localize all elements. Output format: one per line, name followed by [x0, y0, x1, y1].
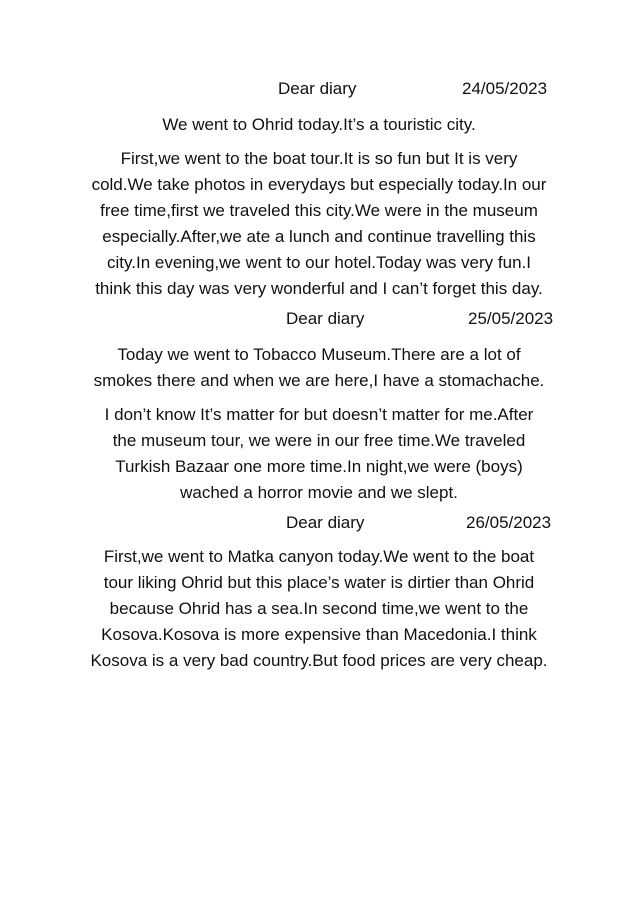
entry-3-line: Kosova.Kosova is more expensive than Macedonia.I think: [101, 625, 537, 644]
entry-1-line: We went to Ohrid today.It’s a touristic city.: [162, 115, 476, 134]
entry-2-line: Today we went to Tobacco Museum.There are a lot of: [117, 345, 521, 364]
entry-3-date: 26/05/2023: [466, 513, 552, 532]
entry-2-line: smokes there and when we are here,I have a stomachache.: [93, 371, 545, 390]
entry-1-line: First,we went to the boat tour.It is so fun but It is very: [120, 149, 518, 168]
entry-1-line: think this day was very wonderful and I can’t forget this day.: [95, 279, 543, 298]
entry-3-title: Dear diary: [286, 513, 365, 532]
entry-2-line: the museum tour, we were in our free time.We traveled: [112, 431, 526, 450]
entry-1-date: 24/05/2023: [462, 79, 548, 98]
entry-3-line: First,we went to Matka canyon today.We went to the boat: [103, 547, 535, 566]
entry-1-line: city.In evening,we went to our hotel.Today was very fun.I: [107, 253, 531, 272]
entry-2-line: wached a horror movie and we slept.: [180, 483, 458, 502]
entry-1-line: especially.After,we ate a lunch and continue travelling this: [102, 227, 536, 246]
entry-1-title: Dear diary: [278, 79, 357, 98]
entry-1-line: free time,first we traveled this city.We were in the museum: [100, 201, 538, 220]
entry-2-date: 25/05/2023: [468, 309, 554, 328]
entry-3-line: Kosova is a very bad country.But food prices are very cheap.: [90, 651, 548, 670]
entry-3-line: because Ohrid has a sea.In second time,we went to the: [109, 599, 529, 618]
entry-1-line: cold.We take photos in everydays but especially today.In our: [91, 175, 547, 194]
entry-2-line: I don’t know It’s matter for but doesn’t matter for me.After: [104, 405, 534, 424]
entry-3-line: tour liking Ohrid but this place’s water is dirtier than Ohrid: [103, 573, 535, 592]
entry-2-line: Turkish Bazaar one more time.In night,we were (boys): [115, 457, 523, 476]
entry-2-title: Dear diary: [286, 309, 365, 328]
